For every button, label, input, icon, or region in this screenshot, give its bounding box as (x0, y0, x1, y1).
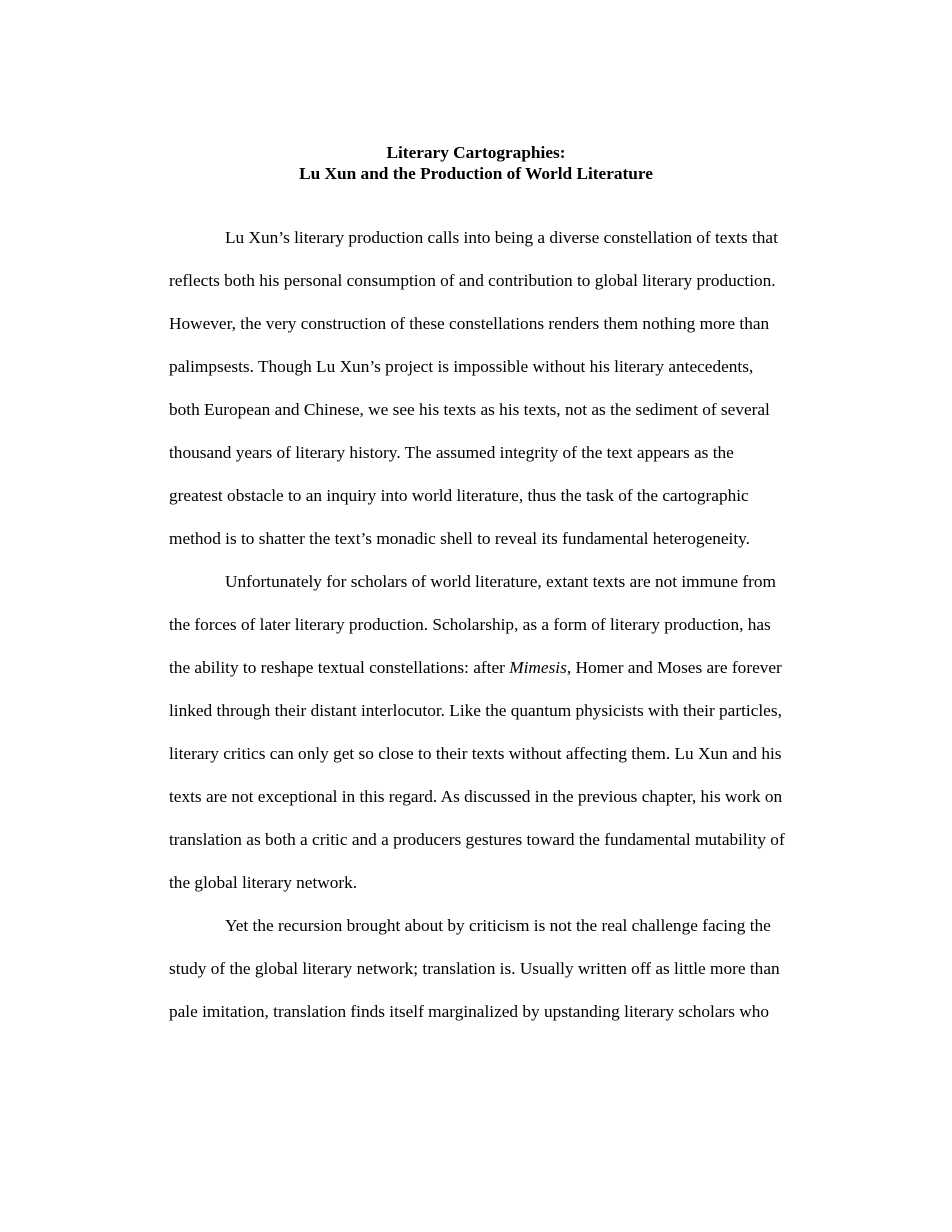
paragraph-2-line-1: Unfortunately for scholars of world literature, extant texts are not immune from (225, 572, 776, 591)
paragraph-3-line-3: pale imitation, translation finds itself marginalized by upstanding literary scholars who (169, 1002, 770, 1021)
title-line-2: Lu Xun and the Production of World Literature (299, 164, 653, 183)
paragraph-1-line-4: palimpsests. Though Lu Xun’s project is impossible without his literary antecedents, (169, 357, 754, 376)
paragraph-2-line-8: the global literary network. (169, 873, 358, 892)
title-line-1: Literary Cartographies: (386, 143, 566, 162)
paragraph-2-line-4: linked through their distant interlocutor. Like the quantum physicists with their particles, (169, 701, 782, 720)
document-title (0, 142, 952, 184)
paragraph-2-line-7: translation as both a critic and a producers gestures toward the fundamental mutability of (169, 830, 785, 849)
italic-title-mimesis: Mimesis (509, 658, 567, 677)
paragraph-1-line-7: greatest obstacle to an inquiry into world literature, thus the task of the cartographic (169, 486, 749, 505)
paragraph-2-line-6: texts are not exceptional in this regard. As discussed in the previous chapter, his work on (169, 787, 783, 806)
paragraph-3-line-2: study of the global literary network; translation is. Usually written off as little more than (169, 959, 780, 978)
paragraph-2-line-5: literary critics can only get so close to their texts without affecting them. Lu Xun and his (169, 744, 782, 763)
body-text (169, 216, 849, 1033)
paragraph-1-line-2: reflects both his personal consumption of and contribution to global literary production. (169, 271, 776, 290)
paragraph-3-line-1: Yet the recursion brought about by criticism is not the real challenge facing the (225, 916, 771, 935)
paragraph-1-line-8: method is to shatter the text’s monadic shell to reveal its fundamental heterogeneity. (169, 529, 750, 548)
paragraph-1-line-6: thousand years of literary history. The assumed integrity of the text appears as the (169, 443, 734, 462)
paragraph-1-line-3: However, the very construction of these constellations renders them nothing more than (169, 314, 770, 333)
line-text-before-italic: the ability to reshape textual constellations: after (169, 658, 510, 677)
paragraph-1-line-5: both European and Chinese, we see his texts as his texts, not as the sediment of several (169, 400, 770, 419)
paragraph-2-line-2: the forces of later literary production. Scholarship, as a form of literary production, has (169, 615, 771, 634)
paragraph-2-line-3 (169, 646, 849, 689)
line-text-after-italic: , Homer and Moses are forever (566, 658, 782, 677)
paragraph-1-line-1: Lu Xun’s literary production calls into being a diverse constellation of texts that (225, 228, 778, 247)
